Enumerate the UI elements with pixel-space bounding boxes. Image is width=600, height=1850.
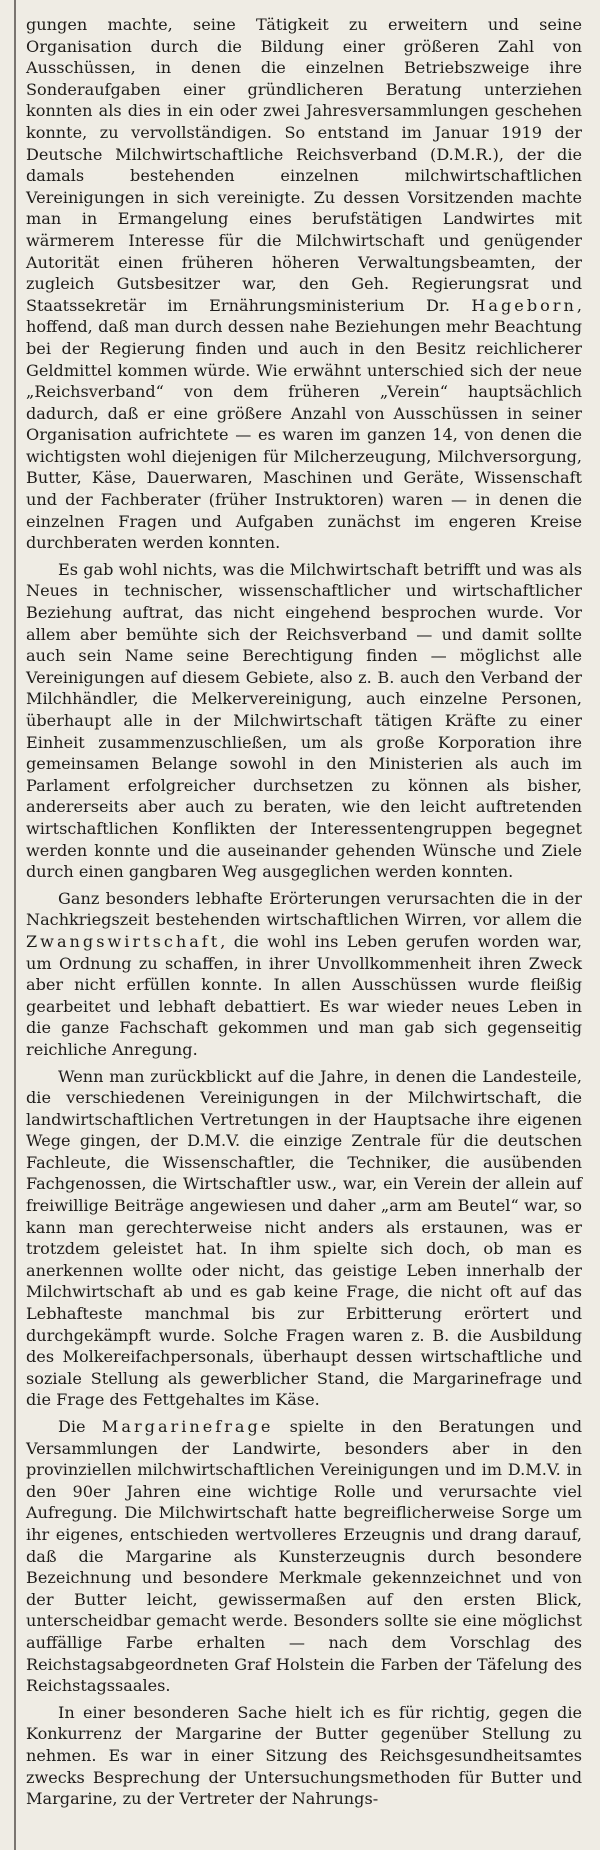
paragraph-4: [26, 1066, 582, 1412]
paragraph-text: Es gab wohl nichts, was die Milchwirtschaft betrifft und was als Neues in technischer, wissenschaftlicher und wirtschaftlicher Beziehung auftrat, das nicht eingehend besprochen wurde. Vor allem aber bemühte sich der Reichsverband — und damit sollte auch sein Name seine Berechtigung finden — möglichst alle Vereinigungen auf diesem Gebiete, also z. B. auch den Verband der Milchhändler, die Melkervereinigung, auch einzelne Personen, überhaupt alle in der Milchwirtschaft tätigen Kräfte zu einer Einheit zusammenzuschließen, um als große Korporation ihre gemeinsamen Belange sowohl in den Ministerien als auch im Parlament erfolgreicher durchsetzen zu können als bisher, andererseits aber auch zu beraten, wie den leicht auftretenden wirtschaftlichen Konflikten der Interessentengruppen begegnet werden konnte und die auseinander gehenden Wünsche und Ziele durch einen gangbaren Weg ausgeglichen werden konnten.: [26, 559, 582, 882]
paragraph-text: gungen machte, seine Tätigkeit zu erweitern und seine Organisation durch die Bildung einer größeren Zahl von Ausschüssen, in denen die einzelnen Betriebszweige ihre Sonderaufgaben einer gründlicheren Beratung unterziehen konnten als dies in ein oder zwei Jahresversammlungen geschehen konnte, zu vervollständigen. So entstand im Januar 1919 der Deutsche Milchwirtschaftliche Reichsverband (D.M.R.), der die damals bestehenden einzelnen milchwirtschaftlichen Vereinigungen in sich vereinigte. Zu dessen Vorsitzenden machte man in Ermangelung eines berufstätigen Landwirtes mit wärmerem Interesse für die Milchwirtschaft und genügender Autorität einen früheren höheren Verwaltungsbeamten, der zugleich Gutsbesitzer war, den Geh. Regierungsrat und Staatssekretär im Ernährungsministerium Dr.: [26, 15, 582, 315]
paragraph-text: Die: [58, 1417, 102, 1436]
paragraph-3: [26, 888, 582, 1061]
paragraph-text: Wenn man zurückblickt auf die Jahre, in denen die Landesteile, die verschiedenen Vereinigungen in der Milchwirtschaft, die landwirtschaftlichen Vertretungen in der Hauptsache ihre eigenen Wege gingen, der D.M.V. die einzige Zentrale für die deutschen Fachleute, die Wissenschaftler, die Techniker, die ausübenden Fachgenossen, die Wirtschaftler usw., war, ein Verein der allein auf freiwillige Beiträge angewiesen und daher „arm am Beutel“ war, so kann man gerechterweise nicht anders als erstaunen, was er trotzdem geleistet hat. In ihm spielte sich doch, ob man es anerkennen wollte oder nicht, das geistige Leben innerhalb der Milchwirtschaft ab und es gab keine Frage, die nicht oft auf das Lebhafteste manchmal bis zur Erbitterung erörtert und durchgekämpft wurde. Solche Fragen waren z. B. die Ausbildung des Molkereifachpersonals, überhaupt dessen wirtschaftliche und soziale Stellung als gewerblicher Stand, die Margarinefrage und die Frage des Fettgehaltes im Käse.: [26, 1066, 582, 1410]
paragraph-2: [26, 559, 582, 883]
column-rule: [14, 0, 16, 1850]
paragraph-text: , hoffend, daß man durch dessen nahe Beziehungen mehr Beachtung bei der Regierung finden und auch in den Besitz reichlicherer Geldmittel kommen würde. Wie erwähnt unterschied sich der neue „Reichsverband“ von dem früheren „Verein“ hauptsächlich dadurch, daß er eine größere Anzahl von Ausschüssen in seiner Organisation aufrichtete — es waren im ganzen 14, von denen die wichtigsten wohl diejenigen für Milcherzeugung, Milchversorgung, Butter, Käse, Dauerwaren, Maschinen und Geräte, Wissenschaft und der Fachberater (früher Instruktoren) waren — in denen die einzelnen Fragen und Aufgaben zunächst im engeren Kreise durchberaten werden konnten.: [26, 295, 582, 553]
spaced-name-hageborn: Hageborn: [471, 295, 577, 315]
spaced-term-zwangswirtschaft: Zwangswirtschaft: [26, 931, 221, 951]
paragraph-text: spielte in den Beratungen und Versammlungen der Landwirte, besonders aber in den provinziellen milchwirtschaftlichen Vereinigungen und im D.M.V. in den 90er Jahren eine wichtige Rolle und verursachte viel Aufregung. Die Milchwirtschaft hatte begreiflicherweise Sorge um ihr eigenes, entschieden wertvolleres Erzeugnis und drang darauf, daß die Margarine als Kunsterzeugnis durch besondere Bezeichnung und besondere Merkmale gekennzeichnet und von der Butter leicht, gewissermaßen auf den ersten Blick, unterscheidbar gemacht werde. Besonders sollte sie eine möglichst auffällige Farbe erhalten — nach dem Vorschlag des Reichstagsabgeordneten Graf Holstein die Farben der Täfelung des Reichstagssaales.: [26, 1417, 582, 1696]
paragraph-5: [26, 1416, 582, 1697]
paragraph-text: In einer besonderen Sache hielt ich es für richtig, gegen die Konkurrenz der Margarine der Butter gegenüber Stellung zu nehmen. Es war in einer Sitzung des Reichsgesundheitsamtes zwecks Besprechung der Untersuchungsmethoden für Butter und Margarine, zu der Vertreter der Nahrungs-: [26, 1702, 582, 1809]
paragraph-text: Ganz besonders lebhafte Erörterungen verursachten die in der Nachkriegszeit bestehenden wirtschaftlichen Wirren, vor allem die: [26, 888, 582, 930]
paragraph-1: [26, 14, 582, 554]
spaced-term-margarinefrage: Margarinefrage: [101, 1417, 274, 1436]
article-text: [26, 14, 582, 1810]
paragraph-6: [26, 1702, 582, 1810]
paragraph-text: , die wohl ins Leben gerufen worden war, um Ordnung zu schaffen, in ihrer Unvollkommenheit ihren Zweck aber nicht erfüllen konnte. In allen Ausschüssen wurde fleißig gearbeitet und lebhaft debattiert. Es war wieder neues Leben in die ganze Fachschaft gekommen und man gab sich gegenseitig reichliche Anregung.: [26, 931, 582, 1059]
